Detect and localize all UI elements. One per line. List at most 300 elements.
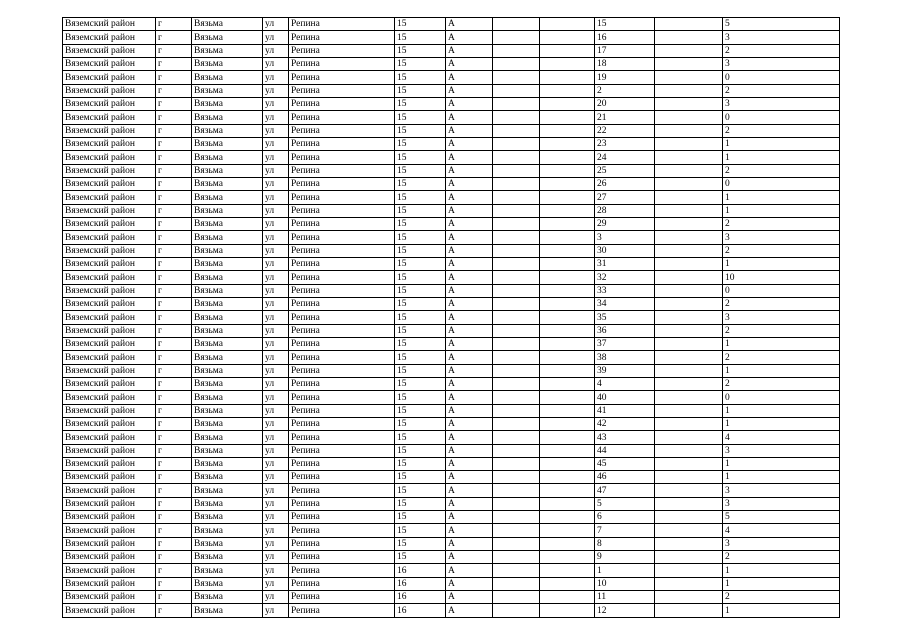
blank-cell-a bbox=[493, 337, 540, 350]
blank-cell-c bbox=[655, 431, 723, 444]
table-row bbox=[63, 351, 840, 364]
street-type-cell: ул bbox=[263, 497, 289, 510]
locality-cell: Вязьма bbox=[192, 177, 263, 190]
locality-cell: Вязьма bbox=[192, 71, 263, 84]
count-cell: 3 bbox=[723, 484, 840, 497]
blank-cell-a bbox=[493, 351, 540, 364]
district-cell: Вяземский район bbox=[63, 57, 156, 70]
table-row bbox=[63, 337, 840, 350]
count-cell: 10 bbox=[723, 271, 840, 284]
apartment-cell: 2 bbox=[595, 84, 655, 97]
locality-type-cell: г bbox=[156, 284, 192, 297]
table-row bbox=[63, 417, 840, 430]
street-type-cell: ул bbox=[263, 417, 289, 430]
building-letter-cell: А bbox=[446, 244, 493, 257]
district-cell: Вяземский район bbox=[63, 391, 156, 404]
house-number-cell: 15 bbox=[395, 537, 446, 550]
table-row bbox=[63, 524, 840, 537]
apartment-cell: 34 bbox=[595, 297, 655, 310]
count-cell: 0 bbox=[723, 284, 840, 297]
blank-cell-a bbox=[493, 564, 540, 577]
street-cell: Репина bbox=[289, 71, 395, 84]
house-number-cell: 15 bbox=[395, 391, 446, 404]
house-number-cell: 15 bbox=[395, 311, 446, 324]
blank-cell-b bbox=[540, 257, 595, 270]
count-cell: 3 bbox=[723, 537, 840, 550]
locality-type-cell: г bbox=[156, 231, 192, 244]
apartment-cell: 21 bbox=[595, 111, 655, 124]
blank-cell-c bbox=[655, 271, 723, 284]
street-cell: Репина bbox=[289, 577, 395, 590]
house-number-cell: 15 bbox=[395, 377, 446, 390]
locality-type-cell: г bbox=[156, 604, 192, 617]
blank-cell-c bbox=[655, 71, 723, 84]
blank-cell-b bbox=[540, 177, 595, 190]
street-type-cell: ул bbox=[263, 137, 289, 150]
street-type-cell: ул bbox=[263, 604, 289, 617]
locality-cell: Вязьма bbox=[192, 564, 263, 577]
locality-cell: Вязьма bbox=[192, 244, 263, 257]
count-cell: 3 bbox=[723, 444, 840, 457]
district-cell: Вяземский район bbox=[63, 591, 156, 604]
count-cell: 0 bbox=[723, 71, 840, 84]
blank-cell-c bbox=[655, 537, 723, 550]
locality-cell: Вязьма bbox=[192, 191, 263, 204]
district-cell: Вяземский район bbox=[63, 177, 156, 190]
blank-cell-b bbox=[540, 364, 595, 377]
district-cell: Вяземский район bbox=[63, 311, 156, 324]
locality-cell: Вязьма bbox=[192, 417, 263, 430]
table-row bbox=[63, 444, 840, 457]
apartment-cell: 9 bbox=[595, 551, 655, 564]
count-cell: 2 bbox=[723, 591, 840, 604]
locality-cell: Вязьма bbox=[192, 84, 263, 97]
blank-cell-c bbox=[655, 244, 723, 257]
blank-cell-b bbox=[540, 164, 595, 177]
blank-cell-b bbox=[540, 537, 595, 550]
blank-cell-c bbox=[655, 164, 723, 177]
locality-cell: Вязьма bbox=[192, 497, 263, 510]
blank-cell-c bbox=[655, 97, 723, 110]
locality-type-cell: г bbox=[156, 391, 192, 404]
blank-cell-c bbox=[655, 417, 723, 430]
street-type-cell: ул bbox=[263, 204, 289, 217]
district-cell: Вяземский район bbox=[63, 364, 156, 377]
district-cell: Вяземский район bbox=[63, 191, 156, 204]
blank-cell-a bbox=[493, 591, 540, 604]
locality-type-cell: г bbox=[156, 431, 192, 444]
district-cell: Вяземский район bbox=[63, 564, 156, 577]
apartment-cell: 8 bbox=[595, 537, 655, 550]
locality-type-cell: г bbox=[156, 297, 192, 310]
district-cell: Вяземский район bbox=[63, 71, 156, 84]
blank-cell-c bbox=[655, 297, 723, 310]
building-letter-cell: А bbox=[446, 364, 493, 377]
count-cell: 2 bbox=[723, 551, 840, 564]
apartment-cell: 39 bbox=[595, 364, 655, 377]
apartment-cell: 42 bbox=[595, 417, 655, 430]
blank-cell-a bbox=[493, 124, 540, 137]
locality-cell: Вязьма bbox=[192, 484, 263, 497]
count-cell: 5 bbox=[723, 18, 840, 31]
house-number-cell: 15 bbox=[395, 257, 446, 270]
blank-cell-c bbox=[655, 111, 723, 124]
apartment-cell: 7 bbox=[595, 524, 655, 537]
street-cell: Репина bbox=[289, 124, 395, 137]
house-number-cell: 15 bbox=[395, 324, 446, 337]
blank-cell-b bbox=[540, 497, 595, 510]
district-cell: Вяземский район bbox=[63, 284, 156, 297]
house-number-cell: 15 bbox=[395, 111, 446, 124]
street-cell: Репина bbox=[289, 271, 395, 284]
blank-cell-b bbox=[540, 204, 595, 217]
blank-cell-c bbox=[655, 444, 723, 457]
blank-cell-a bbox=[493, 524, 540, 537]
locality-type-cell: г bbox=[156, 151, 192, 164]
table-row bbox=[63, 84, 840, 97]
count-cell: 0 bbox=[723, 391, 840, 404]
locality-type-cell: г bbox=[156, 404, 192, 417]
count-cell: 1 bbox=[723, 337, 840, 350]
locality-type-cell: г bbox=[156, 324, 192, 337]
blank-cell-c bbox=[655, 231, 723, 244]
blank-cell-a bbox=[493, 204, 540, 217]
district-cell: Вяземский район bbox=[63, 217, 156, 230]
locality-cell: Вязьма bbox=[192, 511, 263, 524]
building-letter-cell: А bbox=[446, 444, 493, 457]
district-cell: Вяземский район bbox=[63, 151, 156, 164]
blank-cell-b bbox=[540, 137, 595, 150]
district-cell: Вяземский район bbox=[63, 604, 156, 617]
blank-cell-a bbox=[493, 97, 540, 110]
blank-cell-b bbox=[540, 444, 595, 457]
blank-cell-b bbox=[540, 124, 595, 137]
locality-type-cell: г bbox=[156, 164, 192, 177]
building-letter-cell: А bbox=[446, 457, 493, 470]
district-cell: Вяземский район bbox=[63, 431, 156, 444]
count-cell: 2 bbox=[723, 297, 840, 310]
locality-cell: Вязьма bbox=[192, 231, 263, 244]
locality-type-cell: г bbox=[156, 311, 192, 324]
locality-type-cell: г bbox=[156, 271, 192, 284]
street-cell: Репина bbox=[289, 391, 395, 404]
blank-cell-c bbox=[655, 337, 723, 350]
table-row bbox=[63, 191, 840, 204]
locality-cell: Вязьма bbox=[192, 111, 263, 124]
blank-cell-c bbox=[655, 551, 723, 564]
street-cell: Репина bbox=[289, 404, 395, 417]
locality-type-cell: г bbox=[156, 417, 192, 430]
street-type-cell: ул bbox=[263, 324, 289, 337]
house-number-cell: 15 bbox=[395, 18, 446, 31]
locality-cell: Вязьма bbox=[192, 444, 263, 457]
street-type-cell: ул bbox=[263, 18, 289, 31]
table-row bbox=[63, 324, 840, 337]
blank-cell-b bbox=[540, 471, 595, 484]
count-cell: 1 bbox=[723, 417, 840, 430]
house-number-cell: 15 bbox=[395, 431, 446, 444]
street-cell: Репина bbox=[289, 591, 395, 604]
blank-cell-a bbox=[493, 444, 540, 457]
count-cell: 2 bbox=[723, 164, 840, 177]
district-cell: Вяземский район bbox=[63, 124, 156, 137]
blank-cell-b bbox=[540, 351, 595, 364]
building-letter-cell: А bbox=[446, 564, 493, 577]
building-letter-cell: А bbox=[446, 164, 493, 177]
street-type-cell: ул bbox=[263, 31, 289, 44]
table-row bbox=[63, 204, 840, 217]
locality-type-cell: г bbox=[156, 244, 192, 257]
count-cell: 1 bbox=[723, 257, 840, 270]
apartment-cell: 4 bbox=[595, 377, 655, 390]
blank-cell-c bbox=[655, 18, 723, 31]
street-type-cell: ул bbox=[263, 97, 289, 110]
blank-cell-c bbox=[655, 124, 723, 137]
locality-cell: Вязьма bbox=[192, 431, 263, 444]
house-number-cell: 16 bbox=[395, 591, 446, 604]
street-cell: Репина bbox=[289, 377, 395, 390]
blank-cell-b bbox=[540, 457, 595, 470]
blank-cell-b bbox=[540, 511, 595, 524]
blank-cell-c bbox=[655, 497, 723, 510]
apartment-cell: 28 bbox=[595, 204, 655, 217]
blank-cell-c bbox=[655, 57, 723, 70]
district-cell: Вяземский район bbox=[63, 511, 156, 524]
locality-type-cell: г bbox=[156, 497, 192, 510]
house-number-cell: 15 bbox=[395, 471, 446, 484]
apartment-cell: 11 bbox=[595, 591, 655, 604]
district-cell: Вяземский район bbox=[63, 351, 156, 364]
locality-type-cell: г bbox=[156, 217, 192, 230]
street-cell: Репина bbox=[289, 431, 395, 444]
building-letter-cell: А bbox=[446, 231, 493, 244]
table-row bbox=[63, 471, 840, 484]
building-letter-cell: А bbox=[446, 431, 493, 444]
blank-cell-b bbox=[540, 391, 595, 404]
building-letter-cell: А bbox=[446, 391, 493, 404]
apartment-cell: 36 bbox=[595, 324, 655, 337]
house-number-cell: 16 bbox=[395, 564, 446, 577]
blank-cell-c bbox=[655, 217, 723, 230]
locality-cell: Вязьма bbox=[192, 164, 263, 177]
building-letter-cell: А bbox=[446, 284, 493, 297]
locality-cell: Вязьма bbox=[192, 44, 263, 57]
count-cell: 1 bbox=[723, 577, 840, 590]
apartment-cell: 33 bbox=[595, 284, 655, 297]
locality-cell: Вязьма bbox=[192, 324, 263, 337]
house-number-cell: 15 bbox=[395, 97, 446, 110]
table-row bbox=[63, 311, 840, 324]
table-row bbox=[63, 591, 840, 604]
count-cell: 1 bbox=[723, 204, 840, 217]
apartment-cell: 6 bbox=[595, 511, 655, 524]
street-cell: Репина bbox=[289, 84, 395, 97]
street-cell: Репина bbox=[289, 44, 395, 57]
table-row bbox=[63, 431, 840, 444]
count-cell: 2 bbox=[723, 377, 840, 390]
district-cell: Вяземский район bbox=[63, 551, 156, 564]
street-type-cell: ул bbox=[263, 471, 289, 484]
house-number-cell: 16 bbox=[395, 604, 446, 617]
street-type-cell: ул bbox=[263, 177, 289, 190]
count-cell: 4 bbox=[723, 431, 840, 444]
apartment-cell: 17 bbox=[595, 44, 655, 57]
table-row bbox=[63, 271, 840, 284]
apartment-cell: 29 bbox=[595, 217, 655, 230]
house-number-cell: 15 bbox=[395, 271, 446, 284]
district-cell: Вяземский район bbox=[63, 457, 156, 470]
blank-cell-a bbox=[493, 604, 540, 617]
street-type-cell: ул bbox=[263, 44, 289, 57]
apartment-cell: 45 bbox=[595, 457, 655, 470]
blank-cell-b bbox=[540, 524, 595, 537]
count-cell: 2 bbox=[723, 324, 840, 337]
house-number-cell: 15 bbox=[395, 137, 446, 150]
house-number-cell: 15 bbox=[395, 217, 446, 230]
street-type-cell: ул bbox=[263, 404, 289, 417]
building-letter-cell: А bbox=[446, 604, 493, 617]
blank-cell-b bbox=[540, 97, 595, 110]
blank-cell-a bbox=[493, 151, 540, 164]
blank-cell-b bbox=[540, 417, 595, 430]
district-cell: Вяземский район bbox=[63, 31, 156, 44]
table-row bbox=[63, 537, 840, 550]
blank-cell-c bbox=[655, 484, 723, 497]
count-cell: 1 bbox=[723, 137, 840, 150]
house-number-cell: 15 bbox=[395, 231, 446, 244]
blank-cell-b bbox=[540, 18, 595, 31]
locality-type-cell: г bbox=[156, 364, 192, 377]
apartment-cell: 16 bbox=[595, 31, 655, 44]
street-cell: Репина bbox=[289, 497, 395, 510]
apartment-cell: 40 bbox=[595, 391, 655, 404]
count-cell: 1 bbox=[723, 151, 840, 164]
apartment-cell: 23 bbox=[595, 137, 655, 150]
blank-cell-b bbox=[540, 404, 595, 417]
building-letter-cell: А bbox=[446, 97, 493, 110]
building-letter-cell: А bbox=[446, 217, 493, 230]
house-number-cell: 15 bbox=[395, 124, 446, 137]
building-letter-cell: А bbox=[446, 57, 493, 70]
blank-cell-c bbox=[655, 564, 723, 577]
count-cell: 2 bbox=[723, 351, 840, 364]
locality-type-cell: г bbox=[156, 97, 192, 110]
street-type-cell: ул bbox=[263, 271, 289, 284]
building-letter-cell: А bbox=[446, 497, 493, 510]
street-cell: Репина bbox=[289, 231, 395, 244]
blank-cell-c bbox=[655, 204, 723, 217]
locality-type-cell: г bbox=[156, 511, 192, 524]
district-cell: Вяземский район bbox=[63, 111, 156, 124]
building-letter-cell: А bbox=[446, 591, 493, 604]
apartment-cell: 30 bbox=[595, 244, 655, 257]
blank-cell-b bbox=[540, 111, 595, 124]
apartment-cell: 15 bbox=[595, 18, 655, 31]
street-type-cell: ул bbox=[263, 111, 289, 124]
apartment-cell: 24 bbox=[595, 151, 655, 164]
district-cell: Вяземский район bbox=[63, 337, 156, 350]
locality-cell: Вязьма bbox=[192, 204, 263, 217]
blank-cell-a bbox=[493, 271, 540, 284]
district-cell: Вяземский район bbox=[63, 537, 156, 550]
blank-cell-b bbox=[540, 271, 595, 284]
locality-type-cell: г bbox=[156, 537, 192, 550]
blank-cell-b bbox=[540, 244, 595, 257]
street-cell: Репина bbox=[289, 191, 395, 204]
count-cell: 1 bbox=[723, 191, 840, 204]
district-cell: Вяземский район bbox=[63, 84, 156, 97]
locality-type-cell: г bbox=[156, 484, 192, 497]
blank-cell-c bbox=[655, 31, 723, 44]
locality-cell: Вязьма bbox=[192, 404, 263, 417]
building-letter-cell: А bbox=[446, 44, 493, 57]
street-cell: Репина bbox=[289, 351, 395, 364]
building-letter-cell: А bbox=[446, 524, 493, 537]
street-type-cell: ул bbox=[263, 244, 289, 257]
blank-cell-a bbox=[493, 284, 540, 297]
table-row bbox=[63, 284, 840, 297]
locality-type-cell: г bbox=[156, 444, 192, 457]
table-row bbox=[63, 457, 840, 470]
apartment-cell: 46 bbox=[595, 471, 655, 484]
apartment-cell: 41 bbox=[595, 404, 655, 417]
apartment-cell: 47 bbox=[595, 484, 655, 497]
street-type-cell: ул bbox=[263, 217, 289, 230]
table-row bbox=[63, 151, 840, 164]
locality-type-cell: г bbox=[156, 564, 192, 577]
building-letter-cell: А bbox=[446, 484, 493, 497]
blank-cell-a bbox=[493, 244, 540, 257]
house-number-cell: 15 bbox=[395, 511, 446, 524]
blank-cell-c bbox=[655, 604, 723, 617]
table-row bbox=[63, 18, 840, 31]
blank-cell-a bbox=[493, 404, 540, 417]
blank-cell-a bbox=[493, 471, 540, 484]
blank-cell-b bbox=[540, 191, 595, 204]
blank-cell-b bbox=[540, 591, 595, 604]
building-letter-cell: А bbox=[446, 84, 493, 97]
district-cell: Вяземский район bbox=[63, 18, 156, 31]
count-cell: 1 bbox=[723, 564, 840, 577]
locality-cell: Вязьма bbox=[192, 151, 263, 164]
street-type-cell: ул bbox=[263, 524, 289, 537]
apartment-cell: 38 bbox=[595, 351, 655, 364]
house-number-cell: 15 bbox=[395, 297, 446, 310]
building-letter-cell: А bbox=[446, 18, 493, 31]
locality-type-cell: г bbox=[156, 71, 192, 84]
blank-cell-c bbox=[655, 471, 723, 484]
locality-type-cell: г bbox=[156, 551, 192, 564]
blank-cell-b bbox=[540, 297, 595, 310]
street-cell: Репина bbox=[289, 417, 395, 430]
building-letter-cell: А bbox=[446, 124, 493, 137]
house-number-cell: 15 bbox=[395, 524, 446, 537]
table-row bbox=[63, 564, 840, 577]
table-row bbox=[63, 377, 840, 390]
blank-cell-a bbox=[493, 537, 540, 550]
locality-cell: Вязьма bbox=[192, 591, 263, 604]
table-row bbox=[63, 177, 840, 190]
building-letter-cell: А bbox=[446, 271, 493, 284]
street-type-cell: ул bbox=[263, 484, 289, 497]
blank-cell-a bbox=[493, 311, 540, 324]
building-letter-cell: А bbox=[446, 71, 493, 84]
building-letter-cell: А bbox=[446, 191, 493, 204]
apartment-cell: 31 bbox=[595, 257, 655, 270]
street-cell: Репина bbox=[289, 297, 395, 310]
street-type-cell: ул bbox=[263, 311, 289, 324]
district-cell: Вяземский район bbox=[63, 231, 156, 244]
